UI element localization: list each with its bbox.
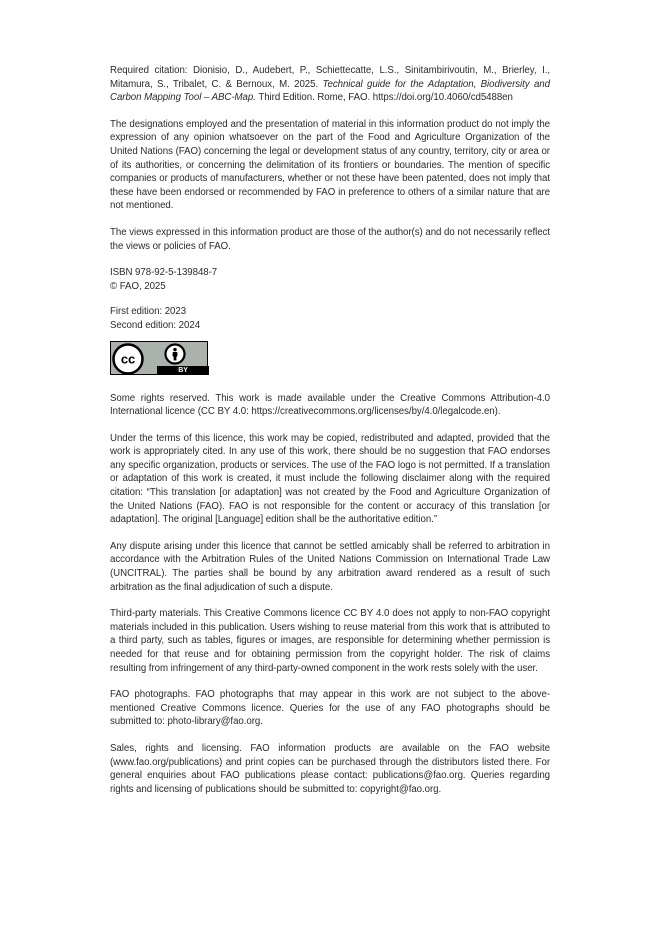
copyright-notice: © FAO, 2025 — [110, 280, 166, 292]
dispute-resolution: Any dispute arising under this licence that cannot be settled amicably shall be referred to arbitration in accordance with the Arbitration Rules of the United Nations Commission on International Trade Law (UNCITRAL). The parties shall be bound by any arbitration award rendered as a result of such arbitration as the final adjudication of such a dispute. — [110, 540, 550, 593]
views-disclaimer: The views expressed in this information product are those of the author(s) and do not necessarily reflect the views or policies of FAO. — [110, 226, 550, 252]
first-edition: First edition: 2023 — [110, 306, 187, 318]
cc-by-label: BY — [178, 366, 188, 374]
editions-block — [110, 305, 550, 332]
isbn: ISBN 978-92-5-139848-7 — [110, 267, 218, 279]
cc-by-logo — [110, 341, 208, 375]
second-edition: Second edition: 2024 — [110, 319, 201, 331]
citation-prefix: Required citation: Dionisio, D., Audebert, P., Schiettecatte, L.S., Sinitambirivoutin, M., Brierley, I., Mitamura, S., Tribalet, C. & Bernoux, M. 2025. — [110, 65, 550, 90]
isbn-block — [110, 266, 550, 293]
cc-icon-letters: cc — [120, 351, 136, 366]
third-party-materials: Third-party materials. This Creative Commons licence CC BY 4.0 does not apply to non-FAO copyright materials included in this publication. Users wishing to reuse material from this work that is attributed to a third party, such as tables, figures or images, are responsible for determining whether permission is needed for that reuse and for obtaining permission from the copyright holder. The risk of claims resulting from infringement of any third-party-owned component in the work rests solely with the user. — [110, 608, 550, 674]
citation-title: Technical guide for the Adaptation, Biodiversity and Carbon Mapping Tool – ABC-Map. — [110, 78, 550, 104]
some-rights-reserved: Some rights reserved. This work is made available under the Creative Commons Attribution-4.0 International licence (CC BY 4.0: https://creativecommons.org/licenses/by/4.0/legalcode.en). — [110, 392, 550, 418]
licence-terms: Under the terms of this licence, this work may be copied, redistributed and adapted, provided that the work is appropriately cited. In any use of this work, there should be no suggestion that FAO endorses any specific organization, products or services. The use of the FAO logo is not permitted. If a translation or adaptation of this work is created, it must include the following disclaimer along with the required citation: “This translation [or adaptation] was not created by the Food and Agriculture Organization of the United Nations (FAO). FAO is not responsible for the content or accuracy of this translation [or adaptation]. The original [Language] edition shall be the authoritative edition.” — [110, 432, 550, 526]
sales-rights-licensing: Sales, rights and licensing. FAO information products are available on the FAO website (www.fao.org/publications) and print copies can be purchased through the distributors listed there. For general enquiries about FAO publications please contact: publications@fao.org. Queries regarding rights and licensing of publications should be submitted to: copyright@fao.org. — [110, 742, 550, 795]
copyright-page — [110, 64, 550, 809]
citation-suffix: Third Edition. Rome, FAO. https://doi.org/10.4060/cd5488en — [255, 92, 513, 104]
designations-disclaimer: The designations employed and the presentation of material in this information product do not imply the expression of any opinion whatsoever on the part of the Food and Agriculture Organization of the United Nations (FAO) concerning the legal or development status of any country, territory, city or area or of its authorities, or concerning the delimitation of its frontiers or boundaries. The mention of specific companies or products of manufacturers, whether or not these have been patented, does not imply that these have been endorsed or recommended by FAO in preference to others of a similar nature that are not mentioned. — [110, 118, 550, 212]
fao-photographs: FAO photographs. FAO photographs that may appear in this work are not subject to the above-mentioned Creative Commons licence. Queries for the use of any FAO photographs should be submitted to: photo-library@fao.org. — [110, 689, 550, 728]
required-citation — [110, 64, 550, 105]
